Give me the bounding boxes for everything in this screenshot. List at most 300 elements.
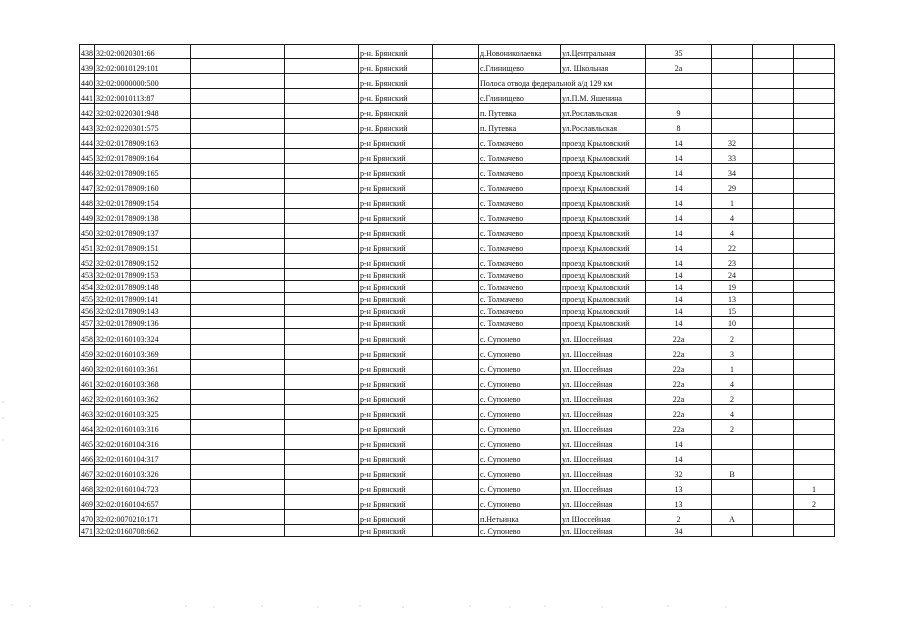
- region-cell: р-н. Брянский: [359, 45, 433, 59]
- building-cell: [712, 59, 753, 74]
- empty-cell-cell: [191, 305, 285, 317]
- row-number-cell: 464: [80, 420, 95, 435]
- building-cell: 10: [712, 317, 753, 329]
- house-number-cell: 22а: [646, 405, 712, 420]
- empty-cell-cell: [433, 254, 479, 269]
- street-cell: ул. Шоссейная: [561, 465, 646, 480]
- row-number-cell: 454: [80, 281, 95, 293]
- street-cell: ул. Шоссейная: [561, 345, 646, 360]
- empty-cell-cell: [433, 194, 479, 209]
- row-number-cell: 453: [80, 269, 95, 281]
- empty-cell-cell: [753, 510, 794, 525]
- empty-cell-cell: [191, 59, 285, 74]
- locality-cell: п. Путевка: [479, 119, 561, 134]
- empty-cell-cell: [191, 390, 285, 405]
- table-row: [80, 293, 835, 305]
- empty-cell-cell: [285, 269, 359, 281]
- region-cell: р-н Брянский: [359, 317, 433, 329]
- row-number-cell: 459: [80, 345, 95, 360]
- region-cell: р-н. Брянский: [359, 74, 433, 89]
- empty-cell-cell: [191, 345, 285, 360]
- empty-cell-cell: [285, 281, 359, 293]
- locality-cell: с. Супонево: [479, 360, 561, 375]
- street-cell: ул. Шоссейная: [561, 390, 646, 405]
- building-cell: [712, 104, 753, 119]
- street-cell: ул. Шоссейная: [561, 405, 646, 420]
- empty-cell-cell: [285, 89, 359, 104]
- apartment-cell: [794, 209, 835, 224]
- table-row: [80, 450, 835, 465]
- locality-cell: с. Толмачево: [479, 317, 561, 329]
- cadastral-number-cell: 32:02:0178909:143: [95, 305, 191, 317]
- row-number-cell: 470: [80, 510, 95, 525]
- building-cell: [712, 525, 753, 537]
- empty-cell-cell: [191, 149, 285, 164]
- empty-cell-cell: [753, 164, 794, 179]
- empty-cell-cell: [433, 450, 479, 465]
- region-cell: р-н Брянский: [359, 405, 433, 420]
- cadastral-number-cell: 32:02:0178909:151: [95, 239, 191, 254]
- street-cell: ул. Шоссейная: [561, 375, 646, 390]
- table-row: [80, 317, 835, 329]
- street-cell: проезд Крыловский: [561, 293, 646, 305]
- house-number-cell: 35: [646, 45, 712, 59]
- row-number-cell: 469: [80, 495, 95, 510]
- row-number-cell: 439: [80, 59, 95, 74]
- empty-cell-cell: [191, 293, 285, 305]
- empty-cell-cell: [753, 89, 794, 104]
- region-cell: р-н Брянский: [359, 480, 433, 495]
- empty-cell-cell: [285, 254, 359, 269]
- empty-cell-cell: [753, 224, 794, 239]
- empty-cell-cell: [285, 465, 359, 480]
- house-number-cell: [646, 74, 712, 89]
- house-number-cell: 22а: [646, 329, 712, 345]
- empty-cell-cell: [285, 293, 359, 305]
- region-cell: р-н Брянский: [359, 281, 433, 293]
- apartment-cell: [794, 104, 835, 119]
- empty-cell-cell: [753, 525, 794, 537]
- house-number-cell: 14: [646, 194, 712, 209]
- empty-cell-cell: [191, 281, 285, 293]
- cadastral-number-cell: 32:02:0160103:368: [95, 375, 191, 390]
- table-row: [80, 465, 835, 480]
- empty-cell-cell: [285, 435, 359, 450]
- cadastral-number-cell: 32:02:0010129:101: [95, 59, 191, 74]
- empty-cell-cell: [191, 435, 285, 450]
- region-cell: р-н Брянский: [359, 305, 433, 317]
- house-number-cell: 14: [646, 179, 712, 194]
- building-cell: 4: [712, 224, 753, 239]
- cadastral-number-cell: 32:02:0160103:325: [95, 405, 191, 420]
- table-row: [80, 375, 835, 390]
- region-cell: р-н Брянский: [359, 149, 433, 164]
- empty-cell-cell: [433, 420, 479, 435]
- locality-cell: с.Глинищево: [479, 59, 561, 74]
- house-number-cell: 13: [646, 480, 712, 495]
- building-cell: 2: [712, 329, 753, 345]
- street-cell: ул. Школьная: [561, 59, 646, 74]
- street-cell: проезд Крыловский: [561, 254, 646, 269]
- empty-cell-cell: [191, 317, 285, 329]
- region-cell: р-н Брянский: [359, 345, 433, 360]
- empty-cell-cell: [191, 254, 285, 269]
- table-row: [80, 525, 835, 537]
- region-cell: р-н Брянский: [359, 209, 433, 224]
- empty-cell-cell: [753, 269, 794, 281]
- building-cell: 33: [712, 149, 753, 164]
- empty-cell-cell: [433, 345, 479, 360]
- table-row: [80, 134, 835, 149]
- region-cell: р-н Брянский: [359, 254, 433, 269]
- house-number-cell: 13: [646, 495, 712, 510]
- row-number-cell: 455: [80, 293, 95, 305]
- cadastral-number-cell: 32:02:0160103:362: [95, 390, 191, 405]
- region-cell: р-н Брянский: [359, 239, 433, 254]
- row-number-cell: 461: [80, 375, 95, 390]
- row-number-cell: 458: [80, 329, 95, 345]
- empty-cell-cell: [191, 480, 285, 495]
- empty-cell-cell: [191, 89, 285, 104]
- locality-cell: с. Толмачево: [479, 239, 561, 254]
- table-row: [80, 149, 835, 164]
- region-cell: р-н Брянский: [359, 420, 433, 435]
- cadastral-number-cell: 32:02:0000000:500: [95, 74, 191, 89]
- locality-cell: с. Супонево: [479, 435, 561, 450]
- empty-cell-cell: [191, 104, 285, 119]
- cadastral-number-cell: 32:02:0160708:662: [95, 525, 191, 537]
- cadastral-number-cell: 32:02:0178909:137: [95, 224, 191, 239]
- apartment-cell: [794, 74, 835, 89]
- empty-cell-cell: [285, 164, 359, 179]
- row-number-cell: 442: [80, 104, 95, 119]
- street-cell: ул.П.М. Яшенина: [561, 89, 646, 104]
- table-row: [80, 59, 835, 74]
- table-row: [80, 74, 835, 89]
- apartment-cell: 2: [794, 495, 835, 510]
- empty-cell-cell: [433, 435, 479, 450]
- empty-cell-cell: [433, 281, 479, 293]
- apartment-cell: [794, 164, 835, 179]
- cadastral-number-cell: 32:02:0178909:163: [95, 134, 191, 149]
- apartment-cell: [794, 281, 835, 293]
- row-number-cell: 465: [80, 435, 95, 450]
- empty-cell-cell: [285, 375, 359, 390]
- apartment-cell: [794, 179, 835, 194]
- building-cell: 4: [712, 375, 753, 390]
- cadastral-number-cell: 32:02:0178909:136: [95, 317, 191, 329]
- empty-cell-cell: [433, 269, 479, 281]
- empty-cell-cell: [285, 510, 359, 525]
- street-cell: ул.Рославльская: [561, 119, 646, 134]
- house-number-cell: 22а: [646, 420, 712, 435]
- table-row: [80, 305, 835, 317]
- empty-cell-cell: [285, 390, 359, 405]
- building-cell: [712, 89, 753, 104]
- street-cell: проезд Крыловский: [561, 224, 646, 239]
- row-number-cell: 444: [80, 134, 95, 149]
- locality-cell: с. Толмачево: [479, 209, 561, 224]
- row-number-cell: 440: [80, 74, 95, 89]
- table-row: [80, 269, 835, 281]
- empty-cell-cell: [753, 254, 794, 269]
- cadastral-number-cell: 32:02:0010113:87: [95, 89, 191, 104]
- house-number-cell: 14: [646, 254, 712, 269]
- region-cell: р-н. Брянский: [359, 89, 433, 104]
- apartment-cell: [794, 89, 835, 104]
- row-number-cell: 448: [80, 194, 95, 209]
- empty-cell-cell: [285, 119, 359, 134]
- street-cell: ул.Центральная: [561, 45, 646, 59]
- table-row: [80, 360, 835, 375]
- empty-cell-cell: [753, 420, 794, 435]
- table-row: [80, 104, 835, 119]
- building-cell: 19: [712, 281, 753, 293]
- empty-cell-cell: [433, 89, 479, 104]
- empty-cell-cell: [753, 345, 794, 360]
- apartment-cell: [794, 375, 835, 390]
- table-row: [80, 179, 835, 194]
- locality-cell: с. Толмачево: [479, 179, 561, 194]
- empty-cell-cell: [191, 119, 285, 134]
- empty-cell-cell: [433, 239, 479, 254]
- street-cell: проезд Крыловский: [561, 164, 646, 179]
- locality-cell: д.Новониколаевка: [479, 45, 561, 59]
- locality-cell: с. Толмачево: [479, 254, 561, 269]
- empty-cell-cell: [191, 450, 285, 465]
- street-cell: проезд Крыловский: [561, 179, 646, 194]
- empty-cell-cell: [191, 74, 285, 89]
- street-cell: ул Шоссейная: [561, 510, 646, 525]
- empty-cell-cell: [753, 390, 794, 405]
- street-cell: проезд Крыловский: [561, 281, 646, 293]
- house-number-cell: 2: [646, 510, 712, 525]
- street-cell: проезд Крыловский: [561, 305, 646, 317]
- building-cell: А: [712, 510, 753, 525]
- region-cell: р-н. Брянский: [359, 119, 433, 134]
- cadastral-number-cell: 32:02:0160103:361: [95, 360, 191, 375]
- apartment-cell: [794, 149, 835, 164]
- empty-cell-cell: [191, 179, 285, 194]
- apartment-cell: [794, 329, 835, 345]
- empty-cell-cell: [285, 104, 359, 119]
- cadastral-number-cell: 32:02:0178909:153: [95, 269, 191, 281]
- row-number-cell: 443: [80, 119, 95, 134]
- table-row: [80, 510, 835, 525]
- empty-cell-cell: [285, 179, 359, 194]
- locality-cell: с. Супонево: [479, 495, 561, 510]
- locality-cell: с. Толмачево: [479, 269, 561, 281]
- building-cell: 2: [712, 390, 753, 405]
- empty-cell-cell: [433, 59, 479, 74]
- locality-cell: Полоса отвода федеральной а/д 129 км: [479, 74, 646, 89]
- apartment-cell: [794, 45, 835, 59]
- empty-cell-cell: [753, 317, 794, 329]
- table-row: [80, 405, 835, 420]
- empty-cell-cell: [191, 269, 285, 281]
- table-row: [80, 329, 835, 345]
- region-cell: р-н Брянский: [359, 495, 433, 510]
- building-cell: 24: [712, 269, 753, 281]
- table-row: [80, 495, 835, 510]
- table-row: [80, 119, 835, 134]
- empty-cell-cell: [753, 465, 794, 480]
- empty-cell-cell: [285, 360, 359, 375]
- empty-cell-cell: [191, 405, 285, 420]
- empty-cell-cell: [753, 293, 794, 305]
- table-row: [80, 345, 835, 360]
- apartment-cell: [794, 465, 835, 480]
- street-cell: проезд Крыловский: [561, 269, 646, 281]
- empty-cell-cell: [753, 495, 794, 510]
- cadastral-number-cell: 32:02:0160104:317: [95, 450, 191, 465]
- empty-cell-cell: [285, 194, 359, 209]
- apartment-cell: [794, 254, 835, 269]
- empty-cell-cell: [191, 224, 285, 239]
- locality-cell: с. Супонево: [479, 450, 561, 465]
- row-number-cell: 438: [80, 45, 95, 59]
- house-number-cell: 14: [646, 269, 712, 281]
- street-cell: проезд Крыловский: [561, 317, 646, 329]
- locality-cell: с. Супонево: [479, 480, 561, 495]
- building-cell: 15: [712, 305, 753, 317]
- empty-cell-cell: [285, 420, 359, 435]
- empty-cell-cell: [433, 164, 479, 179]
- region-cell: р-н Брянский: [359, 375, 433, 390]
- cadastre-table: [79, 44, 835, 537]
- street-cell: ул. Шоссейная: [561, 329, 646, 345]
- table-row: [80, 390, 835, 405]
- locality-cell: с. Супонево: [479, 465, 561, 480]
- row-number-cell: 451: [80, 239, 95, 254]
- empty-cell-cell: [285, 239, 359, 254]
- apartment-cell: [794, 510, 835, 525]
- row-number-cell: 447: [80, 179, 95, 194]
- locality-cell: с.Глинищево: [479, 89, 561, 104]
- building-cell: 4: [712, 209, 753, 224]
- empty-cell-cell: [191, 510, 285, 525]
- locality-cell: с. Толмачево: [479, 293, 561, 305]
- building-cell: [712, 435, 753, 450]
- house-number-cell: 14: [646, 450, 712, 465]
- empty-cell-cell: [191, 525, 285, 537]
- cadastral-number-cell: 32:02:0220301:948: [95, 104, 191, 119]
- empty-cell-cell: [285, 480, 359, 495]
- empty-cell-cell: [433, 149, 479, 164]
- empty-cell-cell: [191, 209, 285, 224]
- empty-cell-cell: [191, 329, 285, 345]
- table-row: [80, 281, 835, 293]
- region-cell: р-н Брянский: [359, 134, 433, 149]
- building-cell: 1: [712, 360, 753, 375]
- building-cell: 13: [712, 293, 753, 305]
- region-cell: р-н Брянский: [359, 179, 433, 194]
- building-cell: [712, 480, 753, 495]
- empty-cell-cell: [753, 194, 794, 209]
- building-cell: 23: [712, 254, 753, 269]
- building-cell: 3: [712, 345, 753, 360]
- apartment-cell: [794, 305, 835, 317]
- empty-cell-cell: [753, 329, 794, 345]
- cadastral-number-cell: 32:02:0178909:160: [95, 179, 191, 194]
- house-number-cell: 14: [646, 239, 712, 254]
- street-cell: проезд Крыловский: [561, 239, 646, 254]
- empty-cell-cell: [753, 209, 794, 224]
- row-number-cell: 456: [80, 305, 95, 317]
- street-cell: проезд Крыловский: [561, 134, 646, 149]
- empty-cell-cell: [433, 390, 479, 405]
- empty-cell-cell: [753, 305, 794, 317]
- empty-cell-cell: [753, 375, 794, 390]
- cadastral-number-cell: 32:02:0070210:171: [95, 510, 191, 525]
- apartment-cell: [794, 525, 835, 537]
- region-cell: р-н Брянский: [359, 194, 433, 209]
- region-cell: р-н Брянский: [359, 224, 433, 239]
- apartment-cell: [794, 269, 835, 281]
- apartment-cell: [794, 345, 835, 360]
- house-number-cell: 14: [646, 149, 712, 164]
- house-number-cell: 22а: [646, 360, 712, 375]
- table-row: [80, 45, 835, 59]
- building-cell: [712, 450, 753, 465]
- house-number-cell: 14: [646, 435, 712, 450]
- house-number-cell: 14: [646, 209, 712, 224]
- locality-cell: с. Толмачево: [479, 134, 561, 149]
- cadastral-number-cell: 32:02:0160103:326: [95, 465, 191, 480]
- building-cell: [712, 74, 753, 89]
- house-number-cell: 14: [646, 164, 712, 179]
- empty-cell-cell: [753, 74, 794, 89]
- apartment-cell: [794, 390, 835, 405]
- empty-cell-cell: [433, 224, 479, 239]
- locality-cell: с. Толмачево: [479, 194, 561, 209]
- street-cell: ул.Рославльская: [561, 104, 646, 119]
- region-cell: р-н Брянский: [359, 329, 433, 345]
- apartment-cell: [794, 405, 835, 420]
- row-number-cell: 460: [80, 360, 95, 375]
- street-cell: проезд Крыловский: [561, 194, 646, 209]
- table-row: [80, 239, 835, 254]
- empty-cell-cell: [753, 59, 794, 74]
- cadastral-number-cell: 32:02:0178909:164: [95, 149, 191, 164]
- table-row: [80, 209, 835, 224]
- empty-cell-cell: [285, 224, 359, 239]
- locality-cell: с. Супонево: [479, 405, 561, 420]
- cadastral-number-cell: 32:02:0160103:324: [95, 329, 191, 345]
- apartment-cell: [794, 317, 835, 329]
- house-number-cell: 14: [646, 224, 712, 239]
- table-body: [80, 45, 835, 537]
- apartment-cell: [794, 360, 835, 375]
- empty-cell-cell: [285, 329, 359, 345]
- empty-cell-cell: [285, 450, 359, 465]
- building-cell: 1: [712, 194, 753, 209]
- empty-cell-cell: [285, 149, 359, 164]
- empty-cell-cell: [753, 360, 794, 375]
- empty-cell-cell: [285, 45, 359, 59]
- empty-cell-cell: [285, 495, 359, 510]
- cadastral-number-cell: 32:02:0160104:657: [95, 495, 191, 510]
- apartment-cell: [794, 435, 835, 450]
- locality-cell: с. Толмачево: [479, 149, 561, 164]
- empty-cell-cell: [753, 134, 794, 149]
- locality-cell: с. Толмачево: [479, 281, 561, 293]
- row-number-cell: 468: [80, 480, 95, 495]
- row-number-cell: 446: [80, 164, 95, 179]
- region-cell: р-н Брянский: [359, 164, 433, 179]
- region-cell: р-н Брянский: [359, 465, 433, 480]
- table-row: [80, 224, 835, 239]
